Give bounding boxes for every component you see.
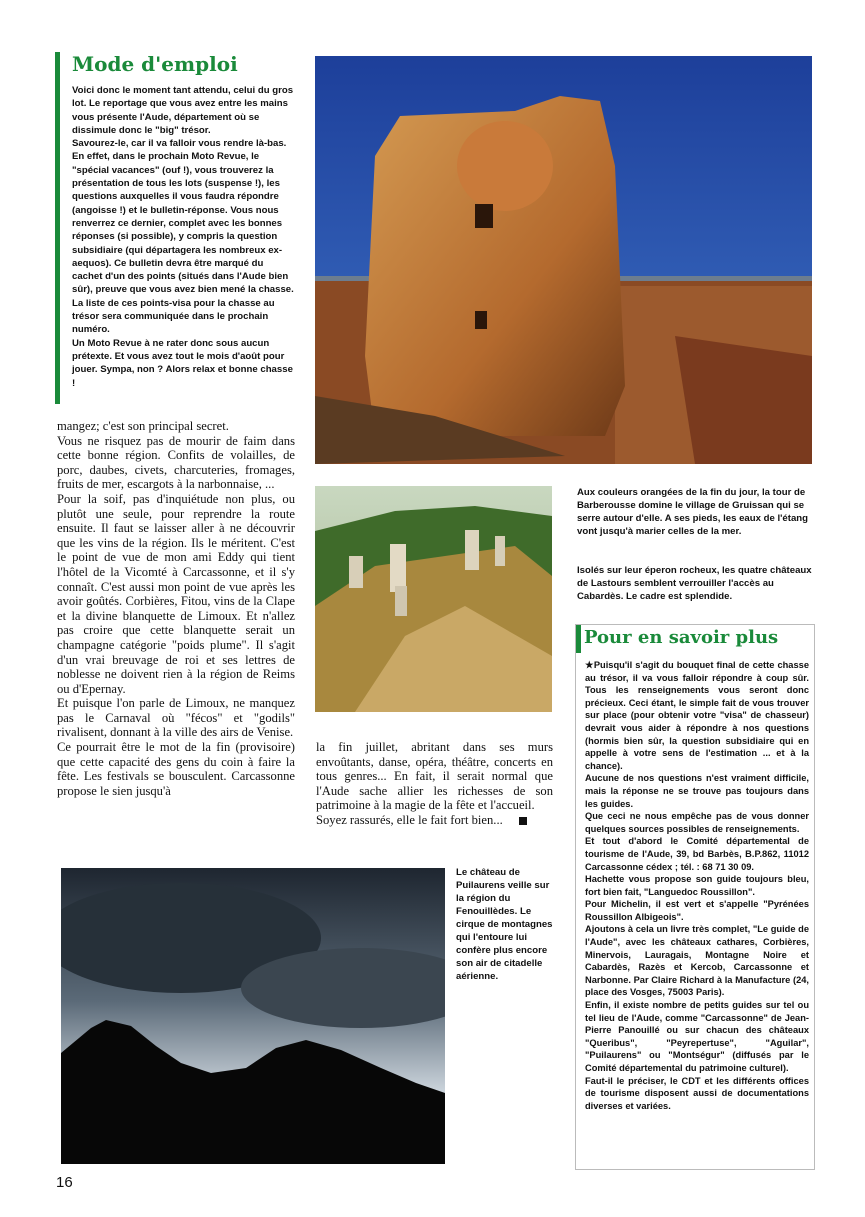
savoir-plus-box <box>575 624 815 1170</box>
savoir-plus-accent-bar <box>576 625 581 653</box>
end-mark-icon <box>519 817 527 825</box>
body-left-column <box>57 419 295 798</box>
mode-emploi-box <box>55 52 295 404</box>
body-paragraph-end <box>316 813 553 828</box>
savoir-plus-text <box>585 659 809 1112</box>
body-paragraph: la fin juillet, abritant dans ses murs envoûtants, danse, opéra, théâtre, concerts en tous genres... En fait, il serait normal que l'Aude sache allier les richesses de son patrimoine à la magie de la fête et l'accueil. <box>316 740 553 813</box>
savoir-plus-title: Pour en savoir plus <box>584 627 779 648</box>
savoir-plus-paragraph: Que ceci ne nous empêche pas de vous donner quelques sources possibles de renseignements. <box>585 811 809 834</box>
mode-emploi-paragraph: Un Moto Revue à ne rater donc sous aucun prétexte. Et vous avez tout le mois d'août pour jouer. Sympa, non ? Alors relax et bonne chasse ! <box>72 337 293 389</box>
savoir-plus-paragraph: ★Puisqu'il s'agit du bouquet final de cette chasse au trésor, il va vous falloir répondre à coup sûr. Tous les renseignements vous seront donc précieux. Ceci étant, le simple fait de vous trouver sur place (pour obtenir votre "visa" de chasseur) devrait vous aider à répondre à nos questions (hormis bien sûr, la question subsidiaire qui en appelle à votre sens de l'estimation ... et à la chance). <box>585 660 809 771</box>
mode-emploi-text <box>72 84 295 390</box>
mode-emploi-title: Mode d'emploi <box>72 52 238 76</box>
savoir-plus-paragraph: Aucune de nos questions n'est vraiment difficile, mais la réponse ne se trouve pas toujours dans les guides. <box>585 773 809 809</box>
body-paragraph: Pour la soif, pas d'inquiétude non plus, ou plutôt une seule, pour reprendre la route ensuite. Il faut se laisser aller à ne découvrir que les vins de la région. Ils le méritent. C'est le point de vue de mon ami Eddy qui tient l'hôtel de la Vicomté à Carcassonne, et il s'y connaît. C'est aussi mon point de vue après les avoir goûtés. Corbières, Fitou, vins de la Clape et la divine blanquette de Limoux. Et n'allez pas croire que cette blanquette serait un champagne catégorie "poids plume". Il s'agit d'un vrai breuvage de roi et ses lettres de noblesse ne doivent rien à la région de Reims ou d'Epernay. <box>57 491 295 696</box>
body-paragraph-end-text: Soyez rassurés, elle le fait fort bien... <box>316 812 503 827</box>
body-paragraph: Vous ne risquez pas de mourir de faim dans cette bonne région. Confits de volailles, de porc, daubes, civets, charcuteries, fromages, fruits de mer, escargots à la narbonnaise, ... <box>57 433 295 492</box>
mode-emploi-paragraph: Voici donc le moment tant attendu, celui du gros lot. Le reportage que vous avez entre les mains vous présente l'Aude, département où se dissimule donc le "big" trésor. <box>72 85 294 136</box>
gruissan-caption: Aux couleurs orangées de la fin du jour, la tour de Barberousse domine le village de Gruissan qui se serre autour d'elle. A ses pieds, les eaux de l'étang vont jusqu'à marier celles de la mer. <box>577 487 808 537</box>
lastours-caption: Isolés sur leur éperon rocheux, les quatre châteaux de Lastours semblent verrouiller l'accès au Cabardès. Le cadre est splendide. <box>577 565 812 602</box>
body-paragraph: Ce pourrait être le mot de la fin (provisoire) que cette capacité des gens du coin à faire la fête. Les festivals se bousculent. Carcassonne propose le sien jusqu'à <box>57 740 295 798</box>
savoir-plus-paragraph: Hachette vous propose son guide toujours bleu, fort bien fait, "Languedoc Roussillon". <box>585 874 809 897</box>
body-paragraph: mangez; c'est son principal secret. <box>57 419 229 433</box>
savoir-plus-paragraph: Faut-il le préciser, le CDT et les différents offices de tourisme disposent aussi de documentations diverses et variées. <box>585 1075 809 1111</box>
body-middle-column <box>316 740 553 828</box>
puilaurens-caption: Le château de Puilaurens veille sur la région du Fenouillèdes. Le cirque de montagnes qui l'entoure lui confère plus encore son air de citadelle aérienne. <box>456 867 553 982</box>
mode-emploi-paragraph: Savourez-le, car il va falloir vous rendre là-bas. En effet, dans le prochain Moto Revue, le "spécial vacances" (ouf !), vous trouverez la présentation de tous les lots (suspense !), les questions auxquelles il vous faudra répondre (angoisse !) et le bulletin-réponse. Vous nous renverrez ce dernier, complet avec les bonnes réponses (si possible), y compris la question subsidiaire (qui départagera les nombreux ex-aequos). Ce bulletin devra être marqué du cachet d'un des points (situés dans l'Aude bien sûr), preuve que vous avez bien mené la chasse. La liste de ces points-visa pour la chasse au trésor sera communiquée dans le prochain numéro. <box>72 138 294 336</box>
savoir-plus-paragraph: Pour Michelin, il est vert et s'appelle "Pyrénées Roussillon Albigeois". <box>585 899 809 922</box>
savoir-plus-paragraph: Ajoutons à cela un livre très complet, "Le guide de l'Aude", avec les châteaux cathares, Corbières, Minervois, Lauragais, Montagne Noire et Cabardès, Razès et Kercob, Carcassonne et Narbonne. Par Claire Richard à la Manufacture (24, place des Vosges, 75003 Paris). <box>585 924 809 998</box>
gruissan-tower-photo <box>315 56 812 464</box>
body-paragraph: Et puisque l'on parle de Limoux, ne manquez pas le Carnaval où "fécos" et "godils" rivalisent, donnant à la ville des airs de Venise. <box>57 696 295 740</box>
savoir-plus-paragraph: Enfin, il existe nombre de petits guides sur tel ou tel lieu de l'Aude, comme "Carcassonne" de Jean-Pierre Panouillé ou sur chacun des châteaux "Queribus", "Peyrepertuse", "Aguilar", "Puilaurens" ou "Montségur" (diffusés par le Comité départemental du patrimoine culturel). <box>585 1000 809 1073</box>
lastours-castles-photo <box>315 486 552 712</box>
page-number: 16 <box>56 1174 73 1191</box>
puilaurens-castle-photo <box>61 868 445 1164</box>
savoir-plus-paragraph: Et tout d'abord le Comité départemental de tourisme de l'Aude, 39, bd Barbès, B.P.862, 11012 Carcassonne cédex ; tél. : 68 71 30 09. <box>585 836 809 872</box>
